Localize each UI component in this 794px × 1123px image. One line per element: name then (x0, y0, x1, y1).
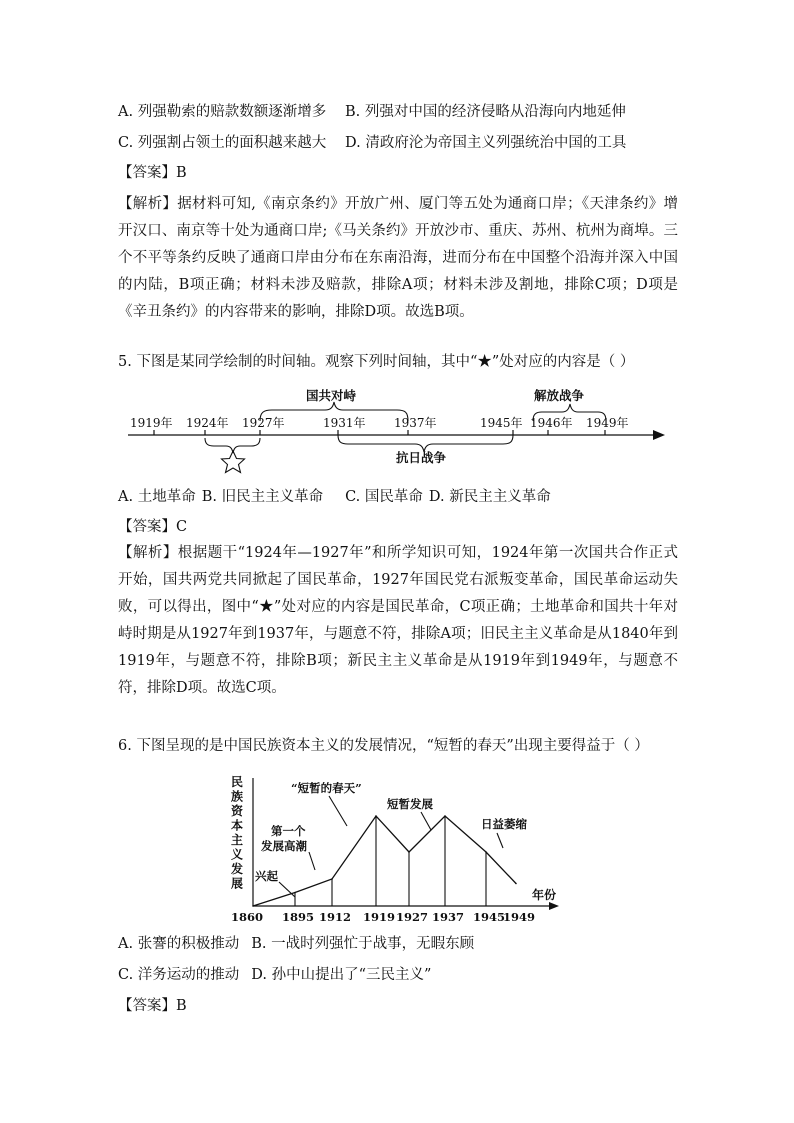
x-tick-label: 1927 (396, 910, 429, 924)
year-label: 1924年 (186, 416, 229, 430)
arrow-first-peak (309, 852, 315, 870)
data-point (515, 883, 517, 885)
x-tick-label: 1895 (282, 910, 315, 924)
q6-option-a: A. 张謇的积极推动 (118, 936, 240, 952)
q6-option-d: D. 孙中山提出了“三民主义” (251, 967, 432, 983)
y-axis-label-char: 族 (231, 789, 244, 804)
q6-options-row-1 (118, 934, 474, 954)
x-tick-label: 1860 (231, 910, 264, 924)
q5-analysis: 【解析】根据题干“1924年—1927年”和所学知识可知，1924年第一次国共合作正式开始，国共两党共同掀起了国民革命，1927年国民党右派叛变革命，国民革命运动失败，可以得出，图中“★”处对应的内容是国民革命，C项正确；土地革命和国共十年对峙时期是从1927年到1937年，与题意不符，排除A项；旧民主主义革命是从1840年到1919年，与题意不符，排除B项；新民主主义革命是从1919年到1949年，与题意不符，排除D项。故选C项。 (118, 545, 678, 696)
q4-options-row-1 (118, 102, 626, 122)
q4-option-b: B. 列强对中国的经济侵略从沿海向内地延伸 (345, 104, 626, 120)
brace-label-anti-japanese-war: 抗日战争 (396, 450, 447, 465)
y-axis-label-char: 本 (231, 818, 244, 833)
label-decline: 日益萎缩 (481, 817, 527, 831)
q6-option-b: B. 一战时列强忙于战事，无暇东顾 (251, 936, 475, 952)
y-axis-label-char: 资 (231, 804, 244, 818)
year-label: 1945年 (480, 416, 523, 430)
brace-1924-1927 (205, 438, 260, 453)
q4-option-a: A. 列强勒索的赔款数额逐渐增多 (118, 104, 327, 120)
q5-option-b: B. 旧民主主义革命 (201, 489, 324, 505)
label-first-peak-2: 发展高潮 (261, 839, 307, 853)
star-icon (222, 451, 245, 473)
x-tick-label: 1937 (432, 910, 465, 924)
q5-option-a: A. 土地革命 (118, 489, 196, 505)
x-tick-label: 1945 (473, 910, 506, 924)
year-label: 1927年 (242, 416, 285, 430)
q4-answer: 【答案】B (118, 165, 187, 181)
q4-option-c: C. 列强割占领土的面积越来越大 (118, 135, 327, 151)
brace-label-civil-confrontation: 国共对峙 (306, 388, 357, 403)
q6-stem: 6. 下图呈现的是中国民族资本主义的发展情况，“短暂的春天”出现主要得益于（ ） (118, 738, 649, 754)
arrow-decline (497, 833, 503, 848)
q5-answer: 【答案】C (118, 519, 188, 535)
data-point (408, 851, 410, 853)
y-axis-label-char: 义 (231, 847, 244, 862)
y-axis-label-char: 民 (231, 775, 244, 789)
arrow-short-development (421, 812, 431, 830)
year-label: 1946年 (530, 416, 573, 430)
label-short-development: 短暂发展 (387, 797, 433, 811)
q4-analysis: 【解析】据材料可知,《南京条约》开放广州、厦门等五处为通商口岸；《天津条约》增开汉口、南京等十处为通商口岸;《马关条约》开放沙市、重庆、苏州、杭州为商埠。三个不平等条约反映了通商口岸由分布在东南沿海，进而分布在中国整个沿海并深入中国的内陆，B项正确；材料未涉及赔款，排除A项；材料未涉及割地，排除C项；D项是《辛丑条约》的内容带来的影响，排除D项。故选B项。 (118, 196, 678, 320)
data-point (444, 815, 446, 817)
arrow-spring (329, 796, 347, 826)
data-point (485, 851, 487, 853)
y-axis-label-char: 发 (231, 862, 244, 876)
data-point (294, 892, 296, 894)
q5-option-c: C. 国民革命 (345, 489, 423, 505)
year-label: 1919年 (130, 416, 173, 430)
year-label: 1931年 (323, 416, 366, 430)
x-tick-label: 1912 (319, 910, 352, 924)
data-point (375, 815, 377, 817)
x-axis-label: 年份 (532, 888, 557, 902)
timeline-arrowhead (653, 430, 665, 440)
data-point (331, 878, 333, 880)
q4-option-d: D. 清政府沦为帝国主义列强统治中国的工具 (345, 135, 627, 151)
y-axis-label-char: 展 (231, 876, 244, 891)
label-first-peak-1: 第一个 (271, 824, 306, 838)
label-rise: 兴起 (255, 869, 278, 883)
q5-option-d: D. 新民主主义革命 (428, 489, 551, 505)
x-axis-arrowhead (549, 902, 559, 910)
q6-chart (225, 768, 565, 928)
q6-option-c: C. 洋务运动的推动 (118, 967, 240, 983)
data-point (252, 905, 254, 907)
q6-answer: 【答案】B (118, 998, 187, 1014)
q5-stem: 5. 下图是某同学绘制的时间轴。观察下列时间轴，其中“★”处对应的内容是（ ） (118, 354, 635, 370)
q5-timeline (120, 380, 680, 480)
brace-label-liberation-war: 解放战争 (534, 388, 585, 403)
label-spring: “短暂的春天” (291, 781, 362, 795)
q6-options-row-2 (118, 965, 431, 985)
year-label: 1949年 (586, 416, 629, 430)
y-axis-label-char: 主 (231, 833, 244, 847)
year-label: 1937年 (394, 416, 437, 430)
q4-options-row-2 (118, 133, 626, 153)
x-tick-label: 1949 (503, 910, 536, 924)
q5-options (118, 487, 551, 507)
y-axis-label (230, 775, 244, 891)
x-tick-label: 1919 (363, 910, 396, 924)
